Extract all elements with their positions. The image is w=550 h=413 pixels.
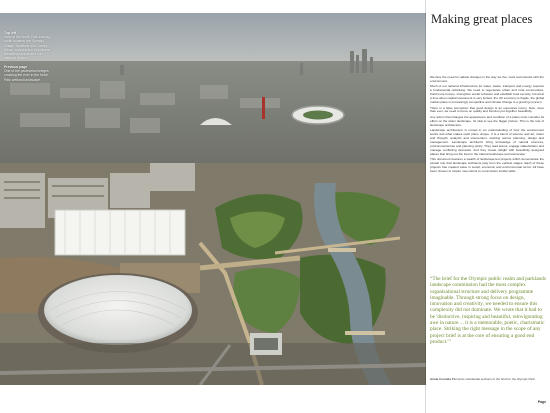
body-paragraph: There is a false perception that good design is an expensive luxury. Now, more than ever, we need to focus on quality and function put together beautifully. bbox=[430, 105, 544, 114]
aerial-photo-illustration bbox=[0, 13, 426, 385]
photo-caption-previous-page bbox=[4, 65, 52, 82]
attribution-name: Annie Coombs FLI bbox=[430, 377, 457, 381]
caption-text: One of the pedestrian bridges crossing the river in the North Park wetland landscape. bbox=[4, 69, 49, 82]
caption-text: View of the North Park looking south towards the Olympic Village, Stratford and Canary Wharf, showing the Velodrome, Basketball Arena and the stadium beyond. bbox=[4, 35, 52, 61]
pull-quote: “The brief for the Olympic public realm and parklands landscape commission had the most complex organisational structure and delivery programme imaginable. Through strong focus on design, innovation and creativity, we needed to ensure this complexity did not dominate. We wrote that it had to be 'distinctive, inspiring and beautiful, reinvigorating awe in nature ... it is a memorable, poetic, charismatic place. Striking the right message in the scope of any project brief is at the core of ensuring a good end product.'” bbox=[430, 276, 546, 345]
aerial-photo-olympic-park bbox=[0, 13, 426, 385]
quote-attribution bbox=[430, 378, 546, 382]
body-paragraph: Landscape architecture is rooted in an understanding of how the environment works and what makes each place unique. It is a blend of science and art, vision and thought, analysis and intervention, working across planning, design and management. Landscape architects bring knowledge of natural sciences, environmental law and planning policy. They lead teams, engage stakeholders and manage conflicting demands. And they create delight with beautifully designed places that bring out the best in the natural landscape and townscape. bbox=[430, 128, 544, 156]
body-paragraph: This document features a wealth of landscape-led projects which demonstrate the pivotal role that landscape architects play from the earliest stages. Each of these projects has created value in social, economic and environmental terms. All have been chosen to inspire new clients to commission similar skills. bbox=[430, 157, 544, 173]
caption-title: Top left bbox=[4, 31, 16, 35]
article-page bbox=[426, 0, 550, 413]
body-paragraph: Any action that changes the appearance and condition of a place must consider its effect on the wider landscape. Its vital to see the bigger picture. This is the role of landscape architecture. bbox=[430, 114, 544, 127]
article-body bbox=[430, 76, 544, 175]
photo-caption-top-left bbox=[4, 31, 52, 60]
article-headline: Making great places bbox=[431, 12, 533, 26]
caption-title: Previous page bbox=[4, 65, 28, 69]
body-paragraph: We face the need for radical changes in the way we live, work and interact with the environment. bbox=[430, 75, 544, 83]
body-paragraph: Much of our national infrastructure for water, waste, transport and energy requires a fundamental rethinking. We need to regenerate urban and rural communities, build more homes, strengthen social cohesion and establish food security, but all at a time when capital investment is very limited, the UK economy is fragile, the global market place is increasingly competitive and climate change is a growing concern. bbox=[430, 84, 545, 105]
attribution-text: wrote substantial sections of the brief for the Olympic Park. bbox=[457, 377, 536, 381]
page-label: Page bbox=[537, 400, 546, 404]
